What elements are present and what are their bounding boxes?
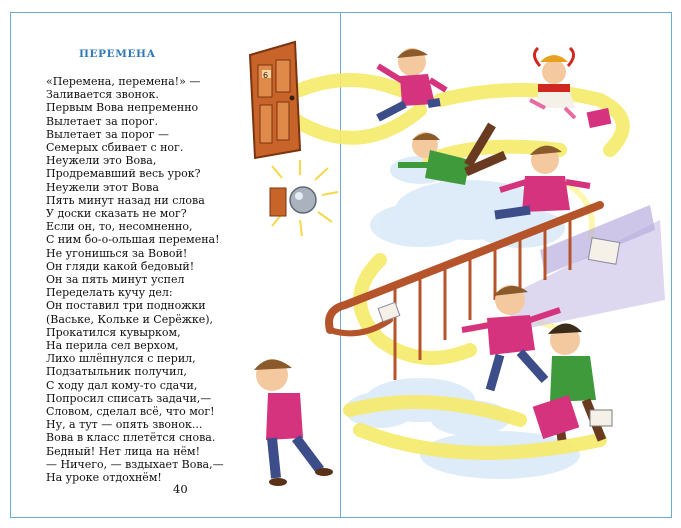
- door: [250, 42, 300, 158]
- poem-line: — Ничего, — вздыхает Вова,—: [46, 457, 224, 471]
- poem-line: С ним бо-о-ольшая перемена!: [46, 233, 220, 247]
- poem-line: Неужели этот Вова: [46, 180, 159, 194]
- poem-line: Вылетает за порог —: [46, 127, 170, 141]
- poem-line: Заливается звонок.: [46, 88, 159, 102]
- poem-line: Словом, сделал всё, что мог!: [46, 405, 215, 419]
- poem-line: На перила сел верхом,: [46, 339, 179, 353]
- page-number: 40: [173, 482, 188, 496]
- poem-line: Если он, то, несомненно,: [46, 220, 193, 234]
- poem-line: Переделать кучу дел:: [46, 286, 173, 300]
- boy-green-with-book: [533, 323, 612, 440]
- poem-line: Семерых сбивает с ног.: [46, 141, 184, 155]
- door-sign: 6: [263, 71, 269, 80]
- poem-line: Продремавший весь урок?: [46, 167, 201, 181]
- poem-line: У доски сказать не мог?: [46, 207, 187, 221]
- poem-line: Вылетает за порог.: [46, 114, 159, 128]
- poem-line: Ну, а тут — опять звонок...: [46, 418, 203, 432]
- poem-line: Не угонишься за Вовой!: [46, 246, 188, 260]
- poem-line: Бедный! Нет лица на нём!: [46, 444, 201, 458]
- bell-icon: [270, 160, 338, 236]
- poem-line: Он за пять минут успел: [46, 273, 185, 287]
- poem-line: Подзатыльник получил,: [46, 365, 187, 379]
- poem-title: ПЕРЕМЕНА: [79, 48, 156, 60]
- poem-text: [46, 75, 246, 484]
- poem-line: С ходу дал кому-то сдачи,: [46, 378, 198, 392]
- poem-line: «Перемена, перемена!» —: [46, 75, 201, 88]
- boy-sad-walking: [254, 359, 333, 486]
- poem-line: Прокатился кувырком,: [46, 325, 181, 339]
- poem-line: Первым Вова непременно: [46, 101, 199, 115]
- poem-line: Вова в класс плетётся снова.: [46, 431, 216, 445]
- poem-line: Он поставил три подножки: [46, 299, 206, 313]
- poem-line: На уроке отдохнём!: [46, 471, 162, 485]
- poem-line: Он гляди какой бедовый!: [46, 259, 195, 273]
- poem-line: Неужели это Вова,: [46, 154, 157, 168]
- poem-line: Пять минут назад ни слова: [46, 193, 205, 207]
- poem-line: (Ваське, Кольке и Серёжке),: [46, 312, 214, 326]
- poem-line: Попросил списать задачи,—: [46, 391, 212, 405]
- poem-line: Лихо шлёпнулся с перил,: [46, 352, 196, 366]
